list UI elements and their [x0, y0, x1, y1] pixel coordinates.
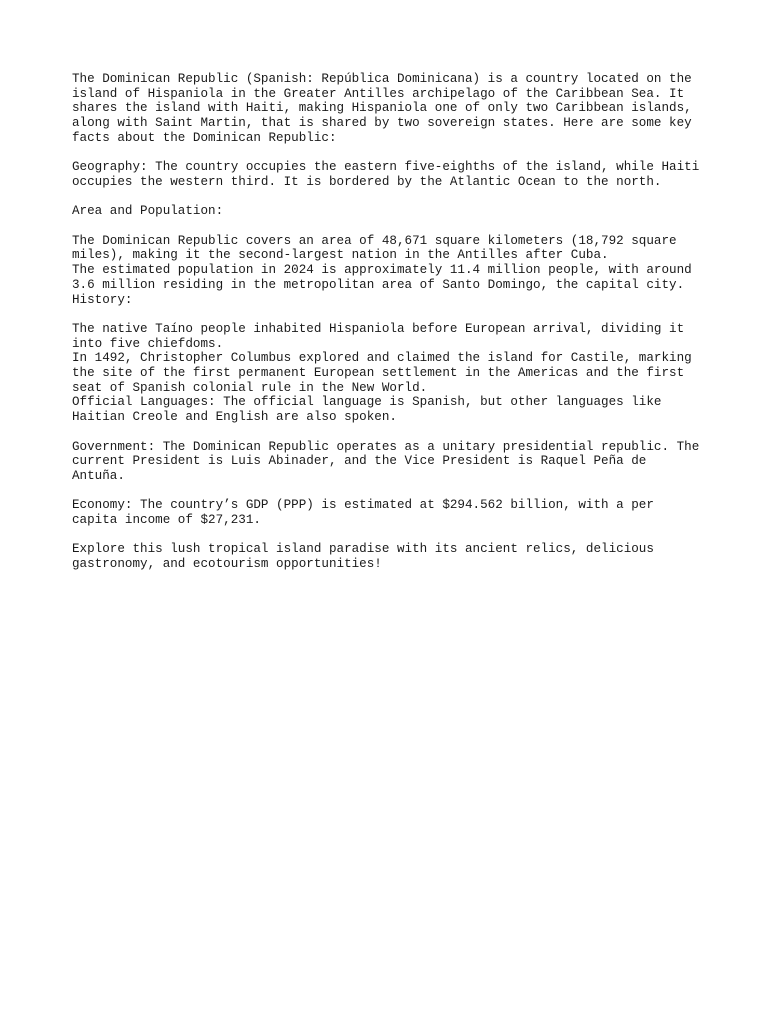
- intro-paragraph: The Dominican Republic (Spanish: República Dominicana) is a country located on the island of Hispaniola in the Greater Antilles archipelago of the Caribbean Sea. It shares the island with Haiti, making Hispaniola one of only two Caribbean islands, along with Saint Martin, that is shared by two sovereign states. Here are some key facts about the Dominican Republic:: [72, 72, 692, 145]
- paragraph-spacer: [72, 528, 712, 543]
- paragraph-spacer: [72, 190, 712, 205]
- history-heading: History:: [72, 292, 133, 307]
- languages-paragraph: Official Languages: The official language is Spanish, but other languages like Haitian Creole and English are also spoken.: [72, 395, 662, 425]
- history-taino-paragraph: The native Taíno people inhabited Hispaniola before European arrival, dividing it into five chiefdoms.: [72, 321, 685, 351]
- area-population-heading: Area and Population:: [72, 204, 224, 219]
- economy-paragraph: Economy: The country’s GDP (PPP) is estimated at $294.562 billion, with a per capita income of $27,231.: [72, 498, 654, 527]
- area-paragraph: The Dominican Republic covers an area of 48,671 square kilometers (18,792 square miles), making it the second-largest nation in the Antilles after Cuba.: [72, 233, 677, 263]
- history-columbus-paragraph: In 1492, Christopher Columbus explored and claimed the island for Castile, marking the site of the first permanent European settlement in the Americas and the first seat of Spanish colonial rule in the New World.: [72, 351, 692, 395]
- paragraph-spacer: [72, 146, 712, 161]
- paragraph-spacer: [72, 425, 712, 440]
- geography-paragraph: Geography: The country occupies the eastern five-eighths of the island, while Haiti occupies the western third. It is bordered by the Atlantic Ocean to the north.: [72, 160, 700, 189]
- document-body: [72, 72, 712, 572]
- government-paragraph: Government: The Dominican Republic operates as a unitary presidential republic. The current President is Luis Abinader, and the Vice President is Raquel Peña de Antuña.: [72, 439, 700, 483]
- population-paragraph: The estimated population in 2024 is approximately 11.4 million people, with around 3.6 million residing in the metropolitan area of Santo Domingo, the capital city.: [72, 263, 692, 292]
- paragraph-spacer: [72, 307, 712, 322]
- paragraph-spacer: [72, 219, 712, 234]
- paragraph-spacer: [72, 484, 712, 499]
- closing-paragraph: Explore this lush tropical island paradise with its ancient relics, delicious gastronomy, and ecotourism opportunities!: [72, 542, 654, 572]
